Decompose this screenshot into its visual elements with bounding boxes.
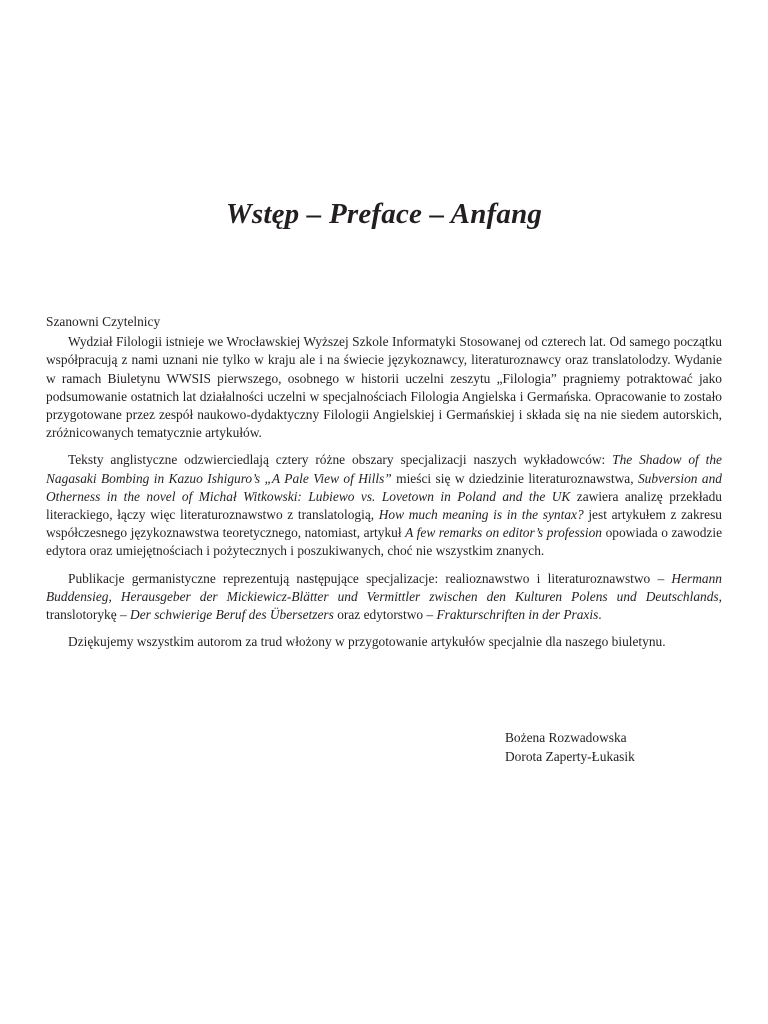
paragraph-text: Dziękujemy wszystkim autorom za trud włożony w przygotowanie artykułów specjalnie dla naszego biuletynu. [68,634,666,650]
paragraph-2 [46,451,722,560]
paragraph-text: mieści się w dziedzinie literaturoznawstwa, [391,470,638,486]
italic-title-text: Frakturschriften in der Praxis [436,607,599,623]
paragraph-text: Publikacje germanistyczne reprezentują następujące specjalizacje: realioznawstwo i literaturoznawstwo – [68,570,672,586]
paragraph-text: oraz edytorstwo – [333,607,437,623]
italic-title-text: How much meaning is in the syntax? [378,507,584,523]
paragraph-text: zawiera analizę przekładu literackiego, łączy więc literaturoznawstwo z translatologią, [46,488,722,523]
paragraph-text: . [598,607,602,623]
paragraph-text: opowiada o zawodzie edytora oraz umiejętnościach i pożytecznych i poszukiwanych, choć nie wszystkim znanych. [46,525,723,559]
italic-title-text: The Shadow of the Nagasaki Bombing in Kazuo Ishiguro’s „A Pale View of Hills” [46,452,722,486]
salutation: Szanowni Czytelnicy [46,314,161,329]
paragraph-3 [46,570,722,625]
italic-title-text: Der schwierige Beruf des Übersetzers [130,607,334,623]
document-body [46,313,722,660]
paragraph-text: Teksty anglistyczne odzwierciedlają cztery różne obszary specjalizacji naszych wykładowców: [68,452,613,468]
signature-name: Dorota Zaperty-Łukasik [505,749,635,764]
paragraph-1 [46,333,722,442]
page-title: Wstęp – Preface – Anfang [225,198,543,230]
paragraph-text: , translotorykę – [46,588,722,623]
italic-title-text: A few remarks on editor’s profession [405,525,603,541]
signature-name: Bożena Rozwadowska [505,730,627,745]
italic-title-text: Subversion and Otherness in the novel of Michał Witkowski: Lubiewo vs. Lovetown in Poland and the UK [46,470,722,504]
paragraph-text: Wydział Filologii istnieje we Wrocławskiej Wyższej Szkole Informatyki Stosowanej od czterech lat. Od samego początku współpracują z nami uznani nie tylko w kraju ale i na świecie językoznawcy, literaturoznawcy oraz translatolodzy. Wydanie w ramach Biuletynu WWSIS pierwszego, osobnego w historii uczelni zeszytu „Filologia” pragniemy potraktować jako podsumowanie ostatnich lat działalności uczelni w specjalnościach Filologia Angielska i Germańska. Opracowanie to zostało przygotowane przez zespół naukowo-dydaktyczny Filologii Angielskiej i Germańskiej i składa się na nie siedem autorskich, zróżnicowanych tematycznie artykułów. [46,334,722,441]
italic-title-text: Hermann Buddensieg, Herausgeber der Mickiewicz-Blätter und Vermittler zwischen den Kulturen Polens und Deutschlands [46,570,722,604]
paragraph-4 [46,633,722,651]
paragraph-text: jest artykułem z zakresu współczesnego językoznawstwa teoretycznego, natomiast, artykuł [46,507,722,541]
signature-block [505,728,635,766]
